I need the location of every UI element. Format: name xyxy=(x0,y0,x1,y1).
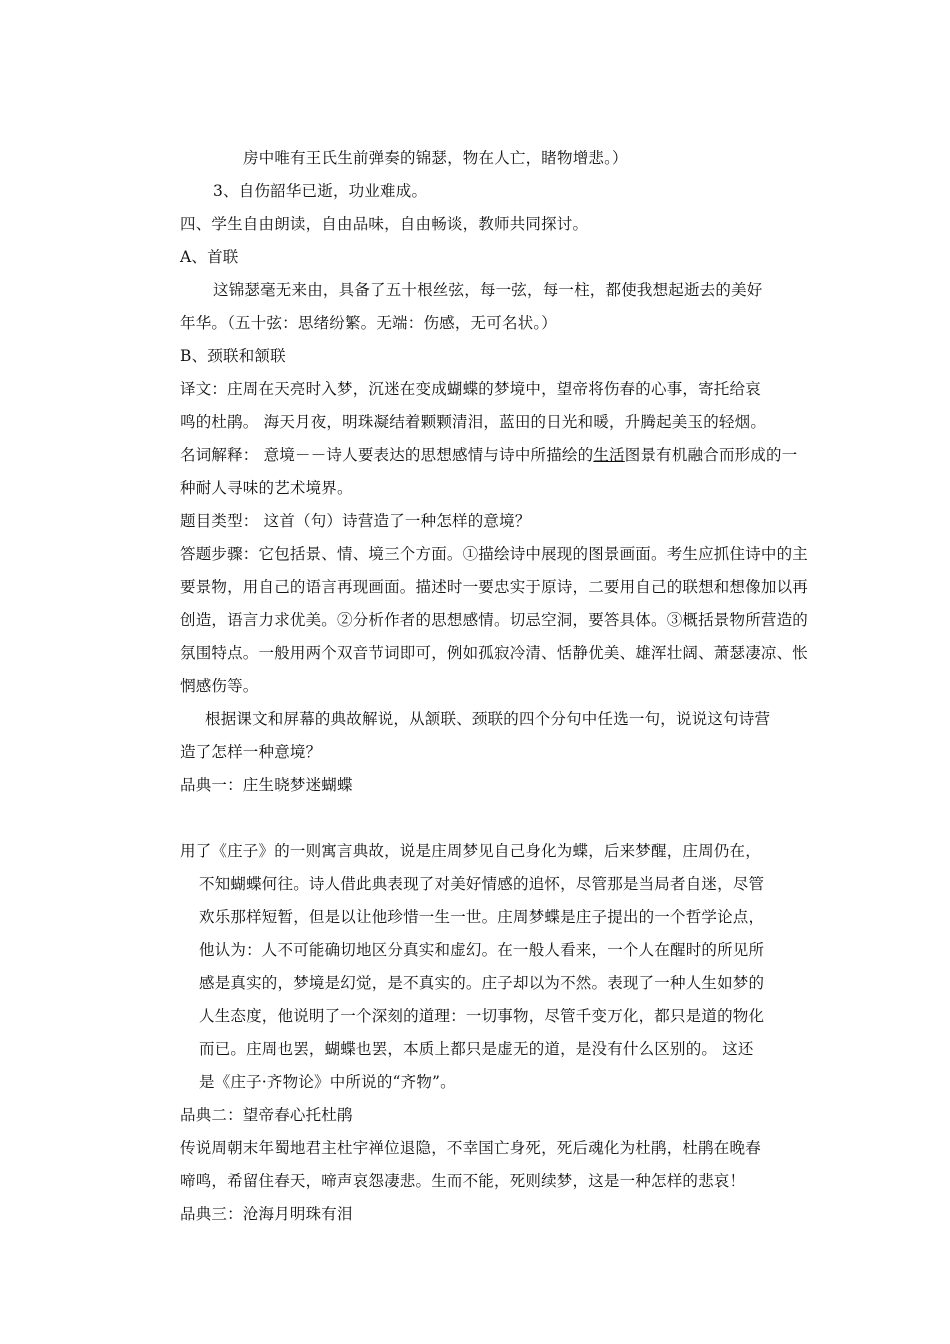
text-line: 而已。庄周也罢，蝴蝶也罢，本质上都只是虚无的道，是没有什么区别的。 这还 xyxy=(199,1040,754,1058)
underlined-link-text: 生活 xyxy=(593,446,625,464)
text-line: 译文：庄周在天亮时入梦，沉迷在变成蝴蝶的梦境中，望帝将伤春的心事，寄托给哀 xyxy=(180,380,761,398)
text-line: 答题步骤：它包括景、情、境三个方面。①描绘诗中展现的图景画面。考生应抓住诗中的主 xyxy=(180,545,809,563)
text-line: 人生态度，他说明了一个深刻的道理：一切事物，尽管千变万化，都只是道的物化 xyxy=(199,1007,765,1025)
text-line: 根据课文和屏幕的典故解说，从颔联、颈联的四个分句中任选一句，说说这句诗营 xyxy=(205,710,771,728)
text-line: 题目类型： 这首（句）诗营造了一种怎样的意境？ xyxy=(180,512,531,530)
text-line: 种耐人寻味的艺术境界。 xyxy=(180,479,353,497)
term-definition-line xyxy=(180,444,797,466)
text-line: 他认为：人不可能确切地区分真实和虚幻。在一般人看来，一个人在醒时的所见所 xyxy=(199,941,765,959)
text-line: 鸣的杜鹃。 海天月夜，明珠凝结着颗颗清泪，蓝田的日光和暖，升腾起美玉的轻烟。 xyxy=(180,413,767,431)
text-line: 传说周朝末年蜀地君主杜宇禅位退隐，不幸国亡身死，死后魂化为杜鹃，杜鹃在晚春 xyxy=(180,1139,761,1157)
text-line: 造了怎样一种意境？ xyxy=(180,743,322,761)
term-definition-text: 名词解释： 意境－－诗人要表达的思想感情与诗中所描绘的 xyxy=(180,446,594,464)
allusion-heading: 品典三：沧海月明珠有泪 xyxy=(180,1205,353,1223)
subsection-heading: B、颈联和颔联 xyxy=(180,347,286,365)
text-line: 不知蝴蝶何往。诗人借此典表现了对美好情感的追怀，尽管那是当局者自迷，尽管 xyxy=(199,875,765,893)
text-line: 3、自伤韶华已逝，功业难成。 xyxy=(213,182,428,200)
text-line: 欢乐那样短暂，但是以让他珍惜一生一世。庄周梦蝶是庄子提出的一个哲学论点， xyxy=(199,908,765,926)
text-line: 房中唯有王氏生前弹奏的锦瑟，物在人亡，睹物增悲。） xyxy=(243,149,628,167)
allusion-heading: 品典一：庄生晓梦迷蝴蝶 xyxy=(180,776,353,794)
text-line: 用了《庄子》的一则寓言典故，说是庄周梦见自己身化为蝶，后来梦醒，庄周仍在， xyxy=(180,842,761,860)
text-line: 是《庄子·齐物论》中所说的“齐物”。 xyxy=(199,1073,456,1091)
text-line: 惘感伤等。 xyxy=(180,677,259,695)
text-line: 感是真实的，梦境是幻觉，是不真实的。庄子却以为不然。表现了一种人生如梦的 xyxy=(199,974,765,992)
text-line: 年华。（五十弦：思绪纷繁。无端：伤感，无可名状。） xyxy=(180,314,558,332)
text-line: 要景物，用自己的语言再现画面。描述时一要忠实于原诗，二要用自己的联想和想像加以再 xyxy=(180,578,809,596)
text-line: 氛围特点。一般用两个双音节词即可，例如孤寂冷清、恬静优美、雄浑壮阔、萧瑟凄凉、怅 xyxy=(180,644,809,662)
subsection-heading: A、首联 xyxy=(180,248,239,266)
text-line: 啼鸣，希留住春天，啼声哀怨凄悲。生而不能，死则续梦，这是一种怎样的悲哀！ xyxy=(180,1172,746,1190)
section-heading: 四、学生自由朗读，自由品味，自由畅谈，教师共同探讨。 xyxy=(180,215,589,233)
text-line: 创造，语言力求优美。②分析作者的思想感情。切忌空洞，要答具体。③概括景物所营造的 xyxy=(180,611,809,629)
text-line: 这锦瑟毫无来由，具备了五十根丝弦，每一弦，每一柱，都使我想起逝去的美好 xyxy=(213,281,763,299)
allusion-heading: 品典二：望帝春心托杜鹃 xyxy=(180,1106,353,1124)
term-definition-text: 图景有机融合而形成的一 xyxy=(624,446,798,464)
